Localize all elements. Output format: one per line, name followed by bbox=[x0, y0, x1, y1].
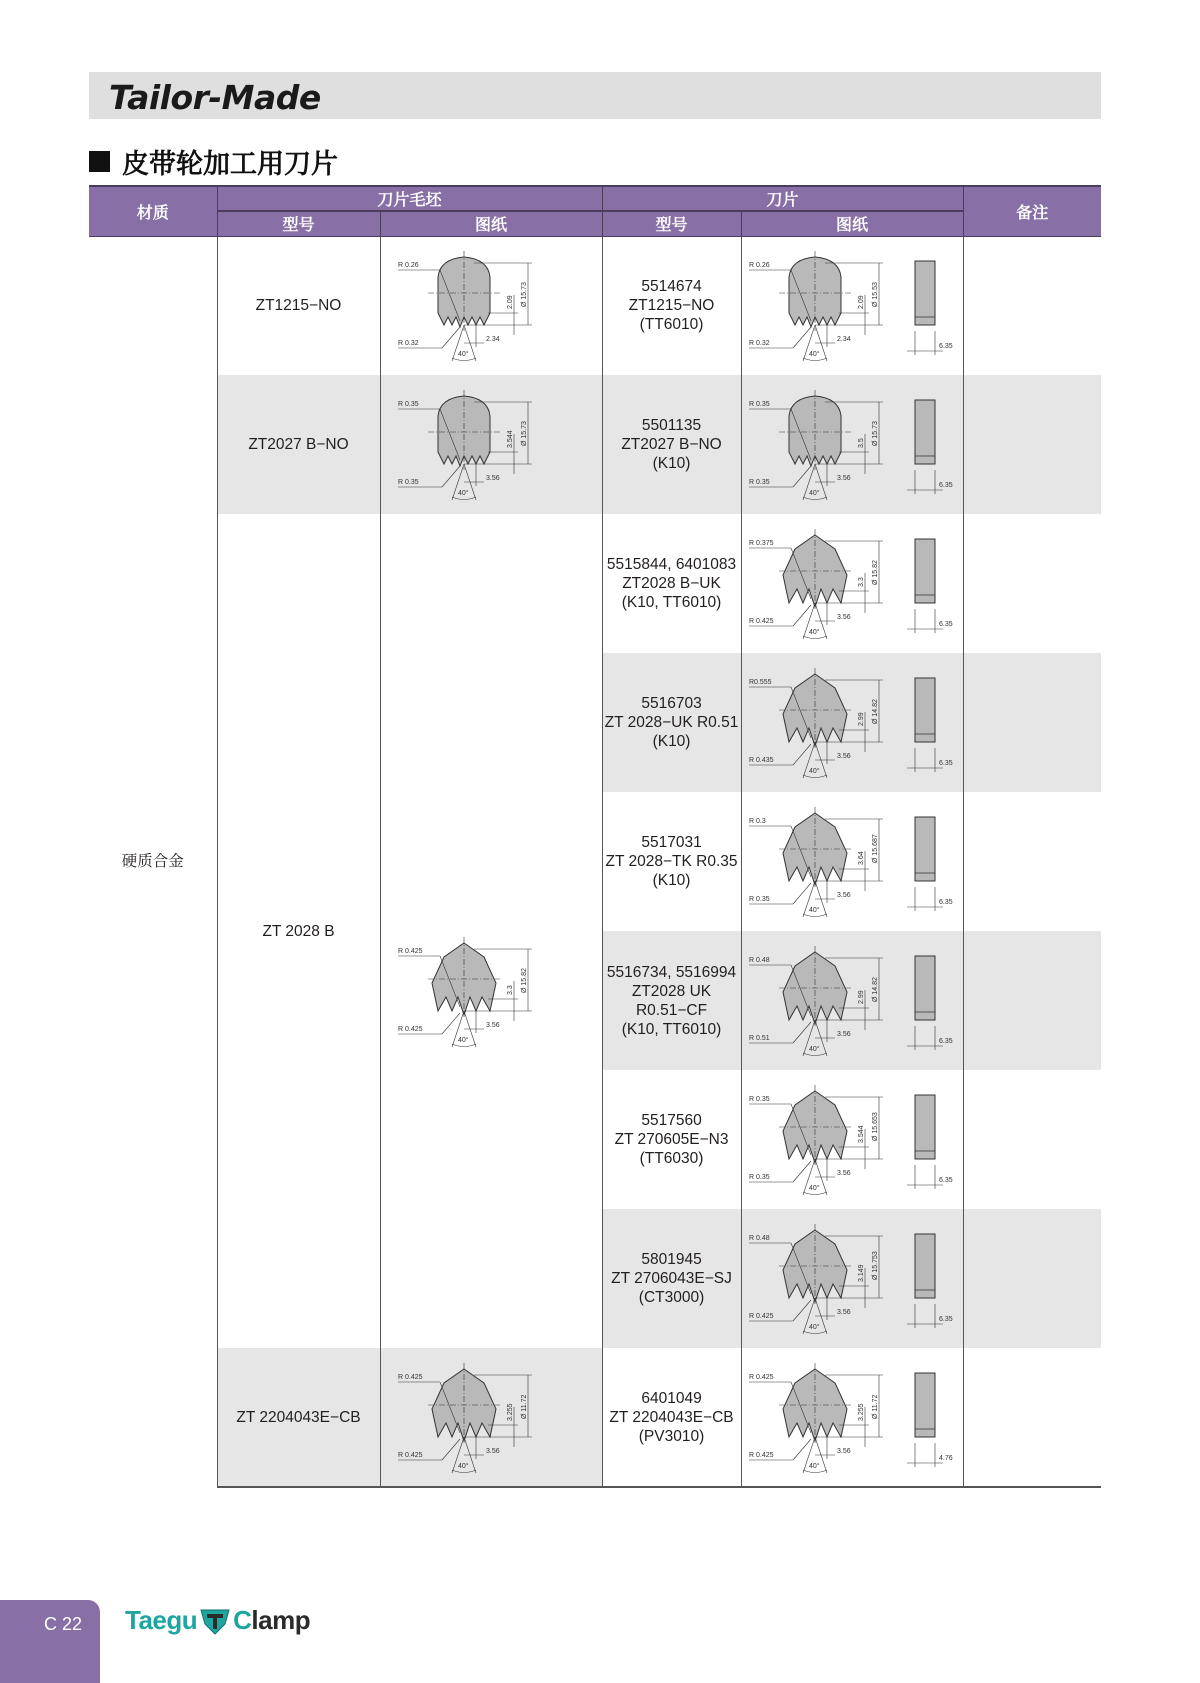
svg-text:4.76: 4.76 bbox=[939, 1454, 953, 1462]
insert-profile-drawing bbox=[747, 938, 957, 1063]
svg-text:Ø 15.82: Ø 15.82 bbox=[521, 967, 528, 993]
svg-text:R 0.35: R 0.35 bbox=[749, 1174, 770, 1181]
brand-name-c: C bbox=[233, 1605, 252, 1635]
header-insert-drawing: 图纸 bbox=[741, 211, 963, 236]
svg-text:R 0.26: R 0.26 bbox=[398, 262, 419, 270]
svg-text:R 0.48: R 0.48 bbox=[749, 1235, 770, 1242]
svg-text:3.56: 3.56 bbox=[837, 1170, 851, 1177]
svg-text:Ø 15.687: Ø 15.687 bbox=[872, 834, 880, 863]
insert-code: 5516703 bbox=[641, 695, 702, 712]
insert-model: ZT2027 B−NO bbox=[621, 436, 722, 453]
svg-text:Ø 14.82: Ø 14.82 bbox=[872, 977, 880, 1002]
insert-model-cell bbox=[602, 375, 741, 514]
insert-profile-drawing bbox=[747, 243, 957, 368]
svg-text:2.99: 2.99 bbox=[858, 712, 866, 726]
svg-text:R 0.35: R 0.35 bbox=[749, 401, 770, 408]
svg-text:40°: 40° bbox=[809, 629, 820, 636]
svg-text:R 0.26: R 0.26 bbox=[749, 262, 770, 270]
svg-text:3.56: 3.56 bbox=[837, 1309, 851, 1316]
insert-model: ZT2028 UK R0.51−CF bbox=[631, 982, 712, 1019]
svg-text:2.34: 2.34 bbox=[837, 336, 851, 344]
svg-text:40°: 40° bbox=[809, 490, 820, 497]
svg-text:6.35: 6.35 bbox=[939, 1038, 953, 1045]
svg-text:40°: 40° bbox=[809, 1046, 820, 1053]
insert-model: ZT 2204043E−CB bbox=[609, 1408, 734, 1426]
remarks-cell bbox=[963, 653, 1101, 792]
insert-drawing-cell bbox=[741, 792, 963, 931]
svg-text:R 0.35: R 0.35 bbox=[749, 1096, 770, 1103]
table-row bbox=[89, 375, 1101, 514]
insert-code: 6401049 bbox=[641, 1389, 702, 1407]
insert-model: ZT 2028−TK R0.35 bbox=[605, 853, 738, 870]
insert-grade: (K10) bbox=[652, 455, 691, 472]
header-blank-drawing: 图纸 bbox=[380, 211, 602, 236]
insert-drawing-cell bbox=[741, 1348, 963, 1487]
blank-model-cell: ZT2027 B−NO bbox=[217, 375, 380, 514]
insert-profile-drawing bbox=[747, 521, 957, 646]
insert-code: 5517560 bbox=[641, 1112, 702, 1129]
brand-logo bbox=[125, 1605, 310, 1636]
svg-text:3.5: 3.5 bbox=[858, 438, 866, 448]
remarks-cell bbox=[963, 236, 1101, 375]
insert-drawing-cell bbox=[741, 514, 963, 653]
blank-drawing-cell bbox=[380, 236, 602, 375]
svg-text:2.99: 2.99 bbox=[858, 990, 866, 1004]
blank-model-cell: ZT 2028 B bbox=[217, 514, 380, 1348]
blank-model-cell: ZT1215−NO bbox=[217, 236, 380, 375]
brand-name-right: lamp bbox=[251, 1605, 311, 1635]
svg-text:3.56: 3.56 bbox=[837, 1447, 851, 1455]
insert-grade: (CT3000) bbox=[638, 1289, 705, 1306]
svg-text:R 0.375: R 0.375 bbox=[749, 540, 774, 547]
insert-grade: (PV3010) bbox=[638, 1427, 705, 1445]
insert-grade: (K10) bbox=[652, 872, 691, 889]
remarks-cell bbox=[963, 514, 1101, 653]
section-title bbox=[89, 142, 338, 181]
svg-text:R 0.425: R 0.425 bbox=[749, 618, 774, 625]
svg-text:R 0.425: R 0.425 bbox=[398, 1451, 423, 1459]
brand-name-left: Taegu bbox=[125, 1605, 198, 1635]
svg-text:3.56: 3.56 bbox=[837, 892, 851, 899]
svg-text:40°: 40° bbox=[458, 1036, 469, 1044]
insert-grade: (K10, TT6010) bbox=[621, 1020, 722, 1038]
svg-text:3.56: 3.56 bbox=[486, 1447, 500, 1455]
svg-text:3.3: 3.3 bbox=[507, 984, 514, 995]
square-bullet-icon bbox=[89, 151, 110, 172]
svg-text:3.544: 3.544 bbox=[507, 430, 514, 448]
table-row bbox=[89, 1348, 1101, 1487]
svg-text:40°: 40° bbox=[809, 1324, 820, 1331]
banner bbox=[89, 72, 1101, 119]
insert-model-cell bbox=[602, 514, 741, 653]
svg-text:R 0.425: R 0.425 bbox=[749, 1313, 774, 1320]
insert-spec-table bbox=[89, 185, 1101, 1488]
svg-text:6.35: 6.35 bbox=[939, 482, 953, 489]
insert-drawing-cell bbox=[741, 931, 963, 1070]
svg-text:3.149: 3.149 bbox=[858, 1264, 866, 1282]
svg-text:6.35: 6.35 bbox=[939, 1316, 953, 1323]
page-number: C 22 bbox=[43, 1614, 82, 1634]
header-material: 材质 bbox=[89, 186, 217, 236]
svg-text:3.64: 3.64 bbox=[858, 851, 866, 865]
insert-model-cell bbox=[602, 931, 741, 1070]
svg-text:Ø 11.72: Ø 11.72 bbox=[872, 1394, 880, 1419]
svg-text:40°: 40° bbox=[458, 1462, 469, 1470]
table-row bbox=[89, 236, 1101, 375]
svg-text:40°: 40° bbox=[809, 1462, 820, 1470]
section-title-text: 皮带轮加工用刀片 bbox=[122, 149, 338, 180]
svg-text:R 0.425: R 0.425 bbox=[398, 1025, 423, 1033]
svg-text:6.35: 6.35 bbox=[939, 343, 953, 351]
insert-model-cell bbox=[602, 792, 741, 931]
insert-code: 5515844, 6401083 bbox=[606, 556, 737, 573]
svg-text:Ø 15.73: Ø 15.73 bbox=[521, 421, 528, 446]
svg-text:3.544: 3.544 bbox=[858, 1125, 866, 1143]
svg-text:40°: 40° bbox=[458, 490, 469, 497]
blank-drawing-cell bbox=[380, 1348, 602, 1487]
insert-grade: (TT6010) bbox=[639, 316, 704, 334]
svg-text:R 0.35: R 0.35 bbox=[398, 479, 419, 486]
svg-text:3.56: 3.56 bbox=[486, 475, 500, 482]
svg-text:3.56: 3.56 bbox=[486, 1021, 500, 1029]
svg-text:Ø 15.753: Ø 15.753 bbox=[872, 1251, 880, 1280]
svg-text:40°: 40° bbox=[809, 768, 820, 775]
svg-text:3.255: 3.255 bbox=[858, 1402, 866, 1421]
remarks-cell bbox=[963, 792, 1101, 931]
svg-text:3.3: 3.3 bbox=[858, 577, 866, 587]
insert-profile-drawing bbox=[396, 382, 586, 507]
insert-profile-drawing bbox=[747, 1216, 957, 1341]
insert-drawing-cell bbox=[741, 1209, 963, 1348]
svg-text:R 0.35: R 0.35 bbox=[749, 479, 770, 486]
svg-text:40°: 40° bbox=[458, 351, 469, 359]
svg-text:6.35: 6.35 bbox=[939, 621, 953, 628]
insert-profile-drawing bbox=[396, 929, 586, 1054]
svg-text:3.56: 3.56 bbox=[837, 1031, 851, 1038]
svg-text:Ø 11.72: Ø 11.72 bbox=[521, 1394, 528, 1419]
insert-code: 5514674 bbox=[641, 278, 702, 296]
insert-code: 5517031 bbox=[641, 834, 702, 851]
svg-text:R 0.435: R 0.435 bbox=[749, 757, 774, 764]
svg-text:Ø 15.82: Ø 15.82 bbox=[872, 560, 880, 585]
insert-drawing-cell bbox=[741, 1070, 963, 1209]
brand-shield-icon bbox=[199, 1606, 231, 1636]
insert-model-cell bbox=[602, 1070, 741, 1209]
svg-text:40°: 40° bbox=[809, 907, 820, 914]
insert-model-cell bbox=[602, 1348, 741, 1487]
insert-model: ZT 2028−UK R0.51 bbox=[604, 714, 739, 731]
svg-text:R0.555: R0.555 bbox=[749, 679, 772, 686]
remarks-cell bbox=[963, 1070, 1101, 1209]
insert-code: 5516734, 5516994 bbox=[606, 963, 737, 981]
insert-model: ZT2028 B−UK bbox=[622, 575, 721, 592]
insert-profile-drawing bbox=[747, 382, 957, 507]
svg-text:2.34: 2.34 bbox=[486, 336, 500, 344]
insert-model-cell bbox=[602, 653, 741, 792]
header-remarks: 备注 bbox=[963, 186, 1101, 236]
svg-text:6.35: 6.35 bbox=[939, 1177, 953, 1184]
insert-grade: (TT6030) bbox=[639, 1150, 704, 1167]
svg-text:R 0.425: R 0.425 bbox=[749, 1451, 774, 1459]
remarks-cell bbox=[963, 931, 1101, 1070]
svg-text:Ø 14.82: Ø 14.82 bbox=[872, 699, 880, 724]
svg-text:R 0.35: R 0.35 bbox=[398, 401, 419, 408]
material-cell: 硬质合金 bbox=[89, 236, 217, 1487]
svg-text:6.35: 6.35 bbox=[939, 899, 953, 906]
insert-profile-drawing bbox=[747, 1077, 957, 1202]
insert-profile-drawing bbox=[396, 243, 586, 368]
insert-profile-drawing bbox=[747, 799, 957, 924]
header-blank-model: 型号 bbox=[217, 211, 380, 236]
svg-text:40°: 40° bbox=[809, 1185, 820, 1192]
banner-title: Tailor-Made bbox=[109, 78, 321, 117]
header-blank-group: 刀片毛坯 bbox=[217, 186, 602, 211]
header-insert-model: 型号 bbox=[602, 211, 741, 236]
svg-text:3.56: 3.56 bbox=[837, 614, 851, 621]
svg-text:R 0.425: R 0.425 bbox=[398, 947, 423, 955]
svg-text:Ø 15.53: Ø 15.53 bbox=[872, 282, 880, 308]
insert-model-cell bbox=[602, 1209, 741, 1348]
insert-grade: (K10) bbox=[652, 733, 691, 750]
svg-text:3.56: 3.56 bbox=[837, 475, 851, 482]
remarks-cell bbox=[963, 1348, 1101, 1487]
svg-text:R 0.32: R 0.32 bbox=[398, 340, 419, 348]
svg-text:R 0.425: R 0.425 bbox=[398, 1373, 423, 1381]
blank-drawing-cell bbox=[380, 514, 602, 1348]
insert-profile-drawing bbox=[747, 660, 957, 785]
insert-model: ZT 2706043E−SJ bbox=[611, 1270, 732, 1287]
insert-code: 5501135 bbox=[641, 417, 702, 434]
insert-grade: (K10, TT6010) bbox=[621, 594, 722, 611]
page-number-tab bbox=[0, 1600, 100, 1683]
svg-text:2.09: 2.09 bbox=[858, 295, 866, 310]
insert-code: 5801945 bbox=[641, 1251, 702, 1268]
insert-model: ZT 270605E−N3 bbox=[614, 1131, 729, 1148]
svg-text:3.255: 3.255 bbox=[507, 1402, 514, 1421]
svg-text:Ø 15.653: Ø 15.653 bbox=[872, 1112, 880, 1141]
insert-model: ZT1215−NO bbox=[628, 297, 715, 315]
blank-drawing-cell bbox=[380, 375, 602, 514]
insert-model-cell bbox=[602, 236, 741, 375]
svg-text:3.56: 3.56 bbox=[837, 753, 851, 760]
svg-text:40°: 40° bbox=[809, 351, 820, 359]
insert-drawing-cell bbox=[741, 236, 963, 375]
svg-text:R 0.32: R 0.32 bbox=[749, 340, 770, 348]
insert-drawing-cell bbox=[741, 653, 963, 792]
svg-text:R 0.35: R 0.35 bbox=[749, 896, 770, 903]
blank-model-cell: ZT 2204043E−CB bbox=[217, 1348, 380, 1487]
svg-text:Ø 15.73: Ø 15.73 bbox=[872, 421, 880, 446]
remarks-cell bbox=[963, 375, 1101, 514]
svg-text:R 0.425: R 0.425 bbox=[749, 1373, 774, 1381]
table-row bbox=[89, 514, 1101, 653]
svg-text:Ø 15.73: Ø 15.73 bbox=[521, 282, 528, 308]
svg-text:R 0.51: R 0.51 bbox=[749, 1035, 770, 1042]
svg-text:R 0.3: R 0.3 bbox=[749, 818, 766, 825]
insert-profile-drawing bbox=[396, 1355, 586, 1480]
svg-text:6.35: 6.35 bbox=[939, 760, 953, 767]
insert-profile-drawing bbox=[747, 1355, 957, 1480]
header-insert-group: 刀片 bbox=[602, 186, 963, 211]
insert-drawing-cell bbox=[741, 375, 963, 514]
svg-text:R 0.48: R 0.48 bbox=[749, 957, 770, 964]
remarks-cell bbox=[963, 1209, 1101, 1348]
svg-text:2.09: 2.09 bbox=[507, 295, 514, 310]
